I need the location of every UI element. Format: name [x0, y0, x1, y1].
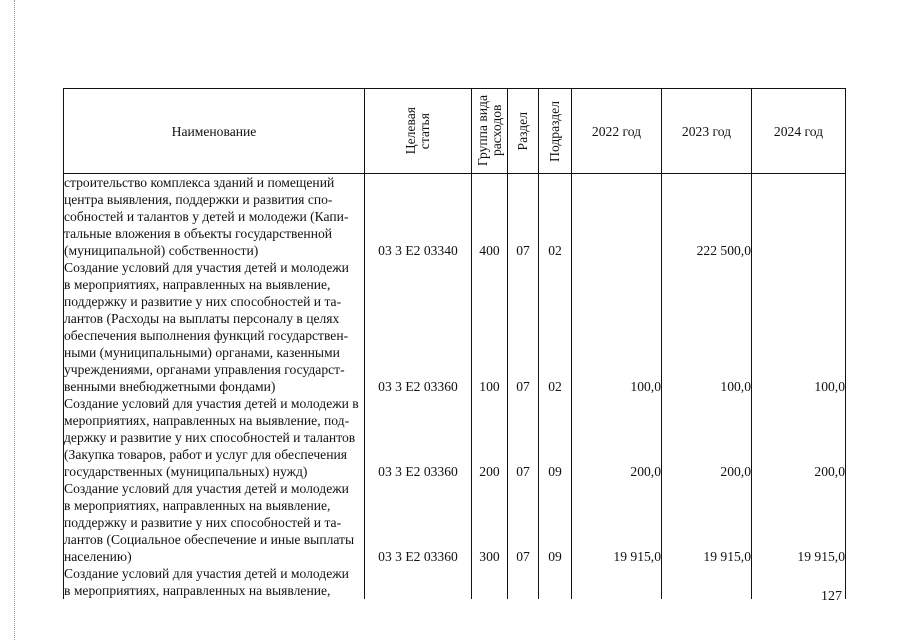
- row-value-2023: 100,0: [662, 259, 752, 395]
- row-subsection: [539, 565, 572, 599]
- table-row: [64, 174, 846, 260]
- table-row: [64, 565, 846, 599]
- row-value-2022: 200,0: [572, 395, 662, 480]
- row-article: 03 3 E2 03360: [365, 259, 472, 395]
- row-value-2023: [662, 565, 752, 599]
- row-value-2023: 200,0: [662, 395, 752, 480]
- row-group: 100: [472, 259, 508, 395]
- row-article: 03 3 E2 03360: [365, 480, 472, 565]
- header-name: Наименование: [64, 89, 365, 174]
- row-subsection: 09: [539, 395, 572, 480]
- header-section: Раздел: [508, 89, 539, 174]
- table-row: [64, 259, 846, 395]
- row-value-2022: 19 915,0: [572, 480, 662, 565]
- row-article: 03 3 E2 03360: [365, 395, 472, 480]
- row-subsection: 09: [539, 480, 572, 565]
- row-group: 400: [472, 174, 508, 260]
- header-year-2023: 2023 год: [662, 89, 752, 174]
- row-value-2022: [572, 174, 662, 260]
- budget-table: [63, 88, 846, 599]
- header-target-article: Целевая статья: [365, 89, 472, 174]
- row-subsection: 02: [539, 174, 572, 260]
- row-name: Создание условий для участия детей и молодежи в мероприятиях, направленных на выявление, под- держку и развитие у них способностей и талантов (Закупка товаров, работ и услуг для обеспечения государственных (муниципальных) нужд): [64, 395, 365, 480]
- page-number: 127: [821, 589, 842, 604]
- row-group: 200: [472, 395, 508, 480]
- table-row: [64, 480, 846, 565]
- page-edge-rule: [14, 0, 15, 640]
- row-section: [508, 565, 539, 599]
- header-year-2024: 2024 год: [752, 89, 846, 174]
- header-expense-group: Группа вида расходов: [472, 89, 508, 174]
- row-group: [472, 565, 508, 599]
- row-subsection: 02: [539, 259, 572, 395]
- row-section: 07: [508, 480, 539, 565]
- row-name: Создание условий для участия детей и молодежи в мероприятиях, направленных на выявление,: [64, 565, 365, 599]
- row-value-2024: 200,0: [752, 395, 846, 480]
- row-value-2023: 19 915,0: [662, 480, 752, 565]
- header-subsection: Подраздел: [539, 89, 572, 174]
- row-section: 07: [508, 174, 539, 260]
- row-name: Создание условий для участия детей и молодежи в мероприятиях, направленных на выявление, поддержку и развитие у них способностей и та- лантов (Расходы на выплаты персоналу в целях обеспечения выполнения функций государствен- ными (муниципальными) органами, казенными учреждениями, органами управления государст- венными внебюджетными фондами): [64, 259, 365, 395]
- row-group: 300: [472, 480, 508, 565]
- row-name: строительство комплекса зданий и помещений центра выявления, поддержки и развития спо- собностей и талантов у детей и молодежи (Капи- тальные вложения в объекты государственной (муниципальной) собственности): [64, 174, 365, 260]
- row-name: Создание условий для участия детей и молодежи в мероприятиях, направленных на выявление, поддержку и развитие у них способностей и та- лантов (Социальное обеспечение и иные выплаты населению): [64, 480, 365, 565]
- header-row: [64, 89, 846, 174]
- header-year-2022: 2022 год: [572, 89, 662, 174]
- row-section: 07: [508, 395, 539, 480]
- row-value-2024: 19 915,0: [752, 480, 846, 565]
- row-article: [365, 565, 472, 599]
- row-value-2022: 100,0: [572, 259, 662, 395]
- row-article: 03 3 E2 03340: [365, 174, 472, 260]
- table-row: [64, 395, 846, 480]
- row-value-2024: [752, 174, 846, 260]
- row-value-2022: [572, 565, 662, 599]
- row-value-2023: 222 500,0: [662, 174, 752, 260]
- row-section: 07: [508, 259, 539, 395]
- row-value-2024: 100,0: [752, 259, 846, 395]
